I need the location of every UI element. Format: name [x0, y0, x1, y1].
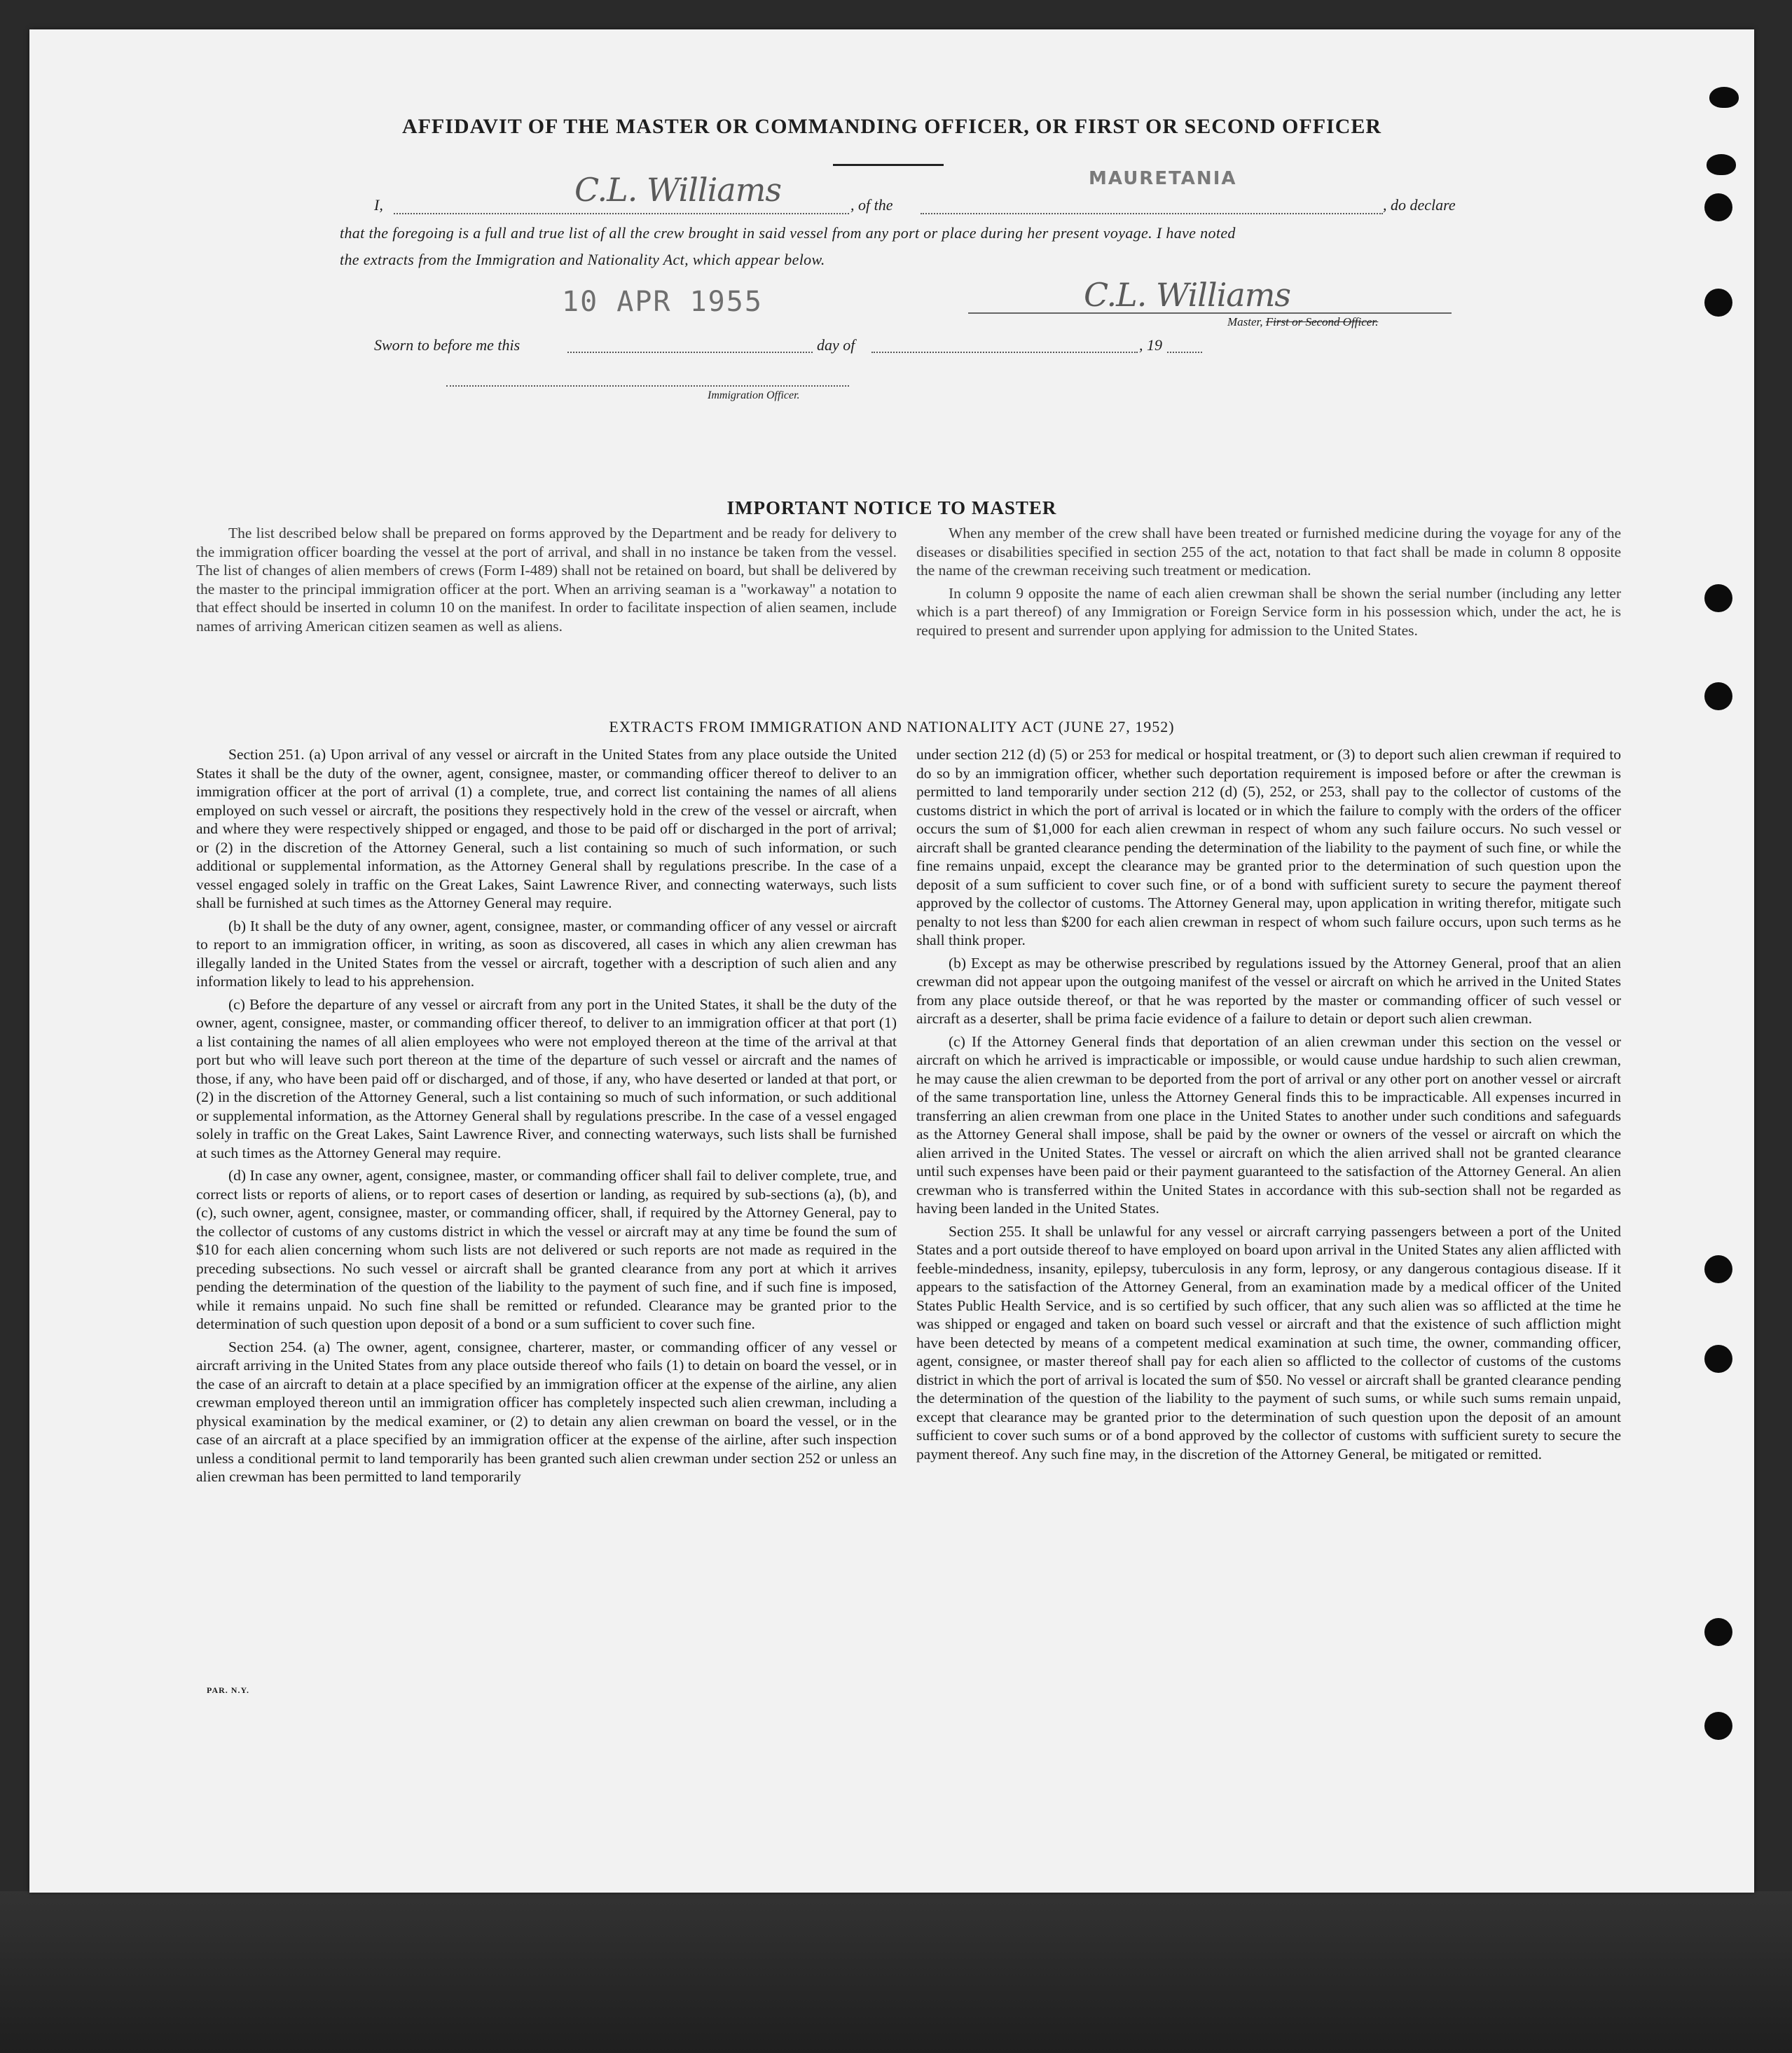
- punch-hole-icon: [1704, 1618, 1732, 1646]
- punch-hole-icon: [1704, 1345, 1732, 1373]
- master-signature-handwritten: C.L. Williams: [1084, 276, 1290, 314]
- extracts-left-column: [196, 745, 897, 1705]
- master-signature-line: [968, 312, 1452, 314]
- vessel-name-line: [921, 213, 1383, 214]
- declaration-line-2: that the foregoing is a full and true list of all the crew brought in said vessel from any port or place during her present voyage. I have noted: [340, 224, 1236, 242]
- printer-code: PAR. N.Y.: [207, 1685, 250, 1695]
- notice-title: IMPORTANT NOTICE TO MASTER: [726, 497, 1057, 518]
- of-the-label: , of the: [850, 196, 893, 214]
- section-251-c: (c) Before the departure of any vessel or aircraft from any port in the United States, it shall be the duty of the owner, agent, consignee, master, or commanding officer thereof, to deliver to an immigration officer at that port (1) a list containing the names of all alien employees who were not employed thereon at the time of the arrival at that port but who will leave such port thereon at the time of the departure of such vessel or aircraft and the names of those, if any, who have been paid off or discharged, and of those, if any, who have deserted or landed at that port, or (2) in the discretion of the Attorney General, such a list containing so much of such information, or such additional or supplemental information, as the Attorney General shall by regulations prescribe. In the case of a vessel engaged solely in traffic on the Great Lakes, Saint Lawrence River, and connecting waterways, such lists shall be furnished at such times as the Attorney General may require.: [196, 995, 897, 1161]
- punch-hole-icon: [1704, 289, 1732, 317]
- date-received-stamp: 10 APR 1955: [562, 286, 763, 318]
- scan-background: [0, 1891, 1792, 2053]
- extracts-title: EXTRACTS FROM IMMIGRATION AND NATIONALITY ACT (JUNE 27, 1952): [609, 718, 1175, 735]
- day-of-label: day of: [817, 336, 855, 354]
- name-signature-line: [394, 213, 849, 214]
- notice-right-paragraph-2: In column 9 opposite the name of each alien crewman shall be shown the serial number (including any letter which is a part thereof) of any Immigration or Foreign Service form in his possession which, under the act, he is required to present and surrender upon applying for admission to the United States.: [916, 584, 1621, 639]
- punch-hole-icon: [1704, 1712, 1732, 1740]
- declaration-i-label: I,: [374, 196, 383, 214]
- punch-hole-icon: [1704, 193, 1732, 221]
- master-name-handwritten: C.L. Williams: [574, 171, 781, 209]
- section-251-a: Section 251. (a) Upon arrival of any vessel or aircraft in the United States from any place outside the United States it shall be the duty of the owner, agent, consignee, master, or commanding officer thereof to deliver to an immigration officer at the port of arrival (1) a complete, true, and correct list containing the names of all aliens employed on such vessel or aircraft, the positions they respectively hold in the crew of the vessel or aircraft, when and where they were respectively shipped or engaged, and those to be paid off or discharged in the port of arrival; or (2) in the discretion of the Attorney General, such a list containing so much of such information, or such additional or supplemental information, as the Attorney General shall by regulations prescribe. In the case of a vessel engaged solely in traffic on the Great Lakes, Saint Lawrence River, and connecting waterways, such lists shall be furnished at such times as the Attorney General may require.: [196, 746, 897, 911]
- section-254-b: (b) Except as may be otherwise prescribed by regulations issued by the Attorney General, proof that an alien crewman did not appear upon the outgoing manifest of the vessel or aircraft on which he arrived in the United States from any place outside thereof, or that he was reported by the master or commanding officer of such vessel or aircraft as a deserter, shall be prima facie evidence of a failure to detain or deport such alien crewman.: [916, 954, 1621, 1027]
- immigration-officer-line: [446, 385, 849, 387]
- punch-hole-icon: [1704, 1255, 1732, 1283]
- title-divider: [833, 164, 944, 166]
- section-255: Section 255. It shall be unlawful for any vessel or aircraft carrying passengers between a port of the United States and a port outside thereof to have employed on board upon arrival in the United States any alien afflicted with feeble-mindedness, insanity, epilepsy, tuberculosis in any form, leprosy, or any dangerous contagious disease. If it appears to the satisfaction of the Attorney General, from an examination made by a medical officer of the United States Public Health Service, and is so certified by such officer, that any such alien was so afflicted at the time he was shipped or engaged and taken on board such vessel or aircraft and that the existence of such affliction might have been detected by means of a competent medical examination at such time, the owner, commanding officer, agent, consignee, or master thereof shall pay for each alien so afflicted to the collector of customs of the customs district in which the port of arrival is located the sum of $50. No vessel or aircraft shall be granted clearance pending the determination of the question of the liability to the payment of such sums, or while such sums remain unpaid, except that clearance may be granted prior to the determination of such question upon the deposit of an amount sufficient to cover such sums or of a bond approved by the collector of customs with sufficient surety to secure the payment thereof. Any such fine may, in the discretion of the Attorney General, be mitigated or remitted.: [916, 1222, 1621, 1463]
- punch-hole-icon: [1709, 87, 1739, 108]
- declaration-line-3: the extracts from the Immigration and Nationality Act, which appear below.: [340, 251, 825, 268]
- extracts-right-column: [916, 745, 1621, 1705]
- notice-left-paragraph: The list described below shall be prepared on forms approved by the Department and be ready for delivery to the immigration officer boarding the vessel at the port of arrival, and shall in no instance be taken from the vessel. The list of changes of alien members of crews (Form I-489) shall not be retained on board, but shall be delivered by the master to the principal immigration officer at the port. When an arriving seaman is a "workaway" a notation to that effect should be inserted in column 10 on the manifest. In order to facilitate inspection of alien seamen, include names of arriving American citizen seamen as well as aliens.: [196, 525, 897, 635]
- sworn-label: Sworn to before me this: [374, 336, 521, 354]
- section-254-a: Section 254. (a) The owner, agent, consignee, charterer, master, or commanding officer of any vessel or aircraft arriving in the United States from any place outside thereof who fails (1) to detain on board the vessel, or in the case of an aircraft to detain at a place specified by an immigration officer at the expense of the airline, any alien crewman employed thereon until an immigration officer has completely inspected such alien crewman, including a physical examination by the medical examiner, or (2) to detain any alien crewman on board the vessel, or in the case of an aircraft at a place specified by an immigration officer at the expense of the airline, after such inspection unless a conditional permit to land temporarily has been granted such alien crewman under section 252 or unless an alien crewman has been permitted to land temporarily: [196, 1338, 897, 1485]
- section-251-b: (b) It shall be the duty of any owner, agent, consignee, master, or commanding officer of any vessel or aircraft to report to an immigration officer, in writing, as soon as discovered, all cases in which any alien crewman has illegally landed in the United States from the vessel or aircraft, together with a description of such alien and any information likely to lead to his apprehension.: [196, 917, 897, 990]
- notice-right-paragraph-1: When any member of the crew shall have been treated or furnished medicine during the voyage for any of the diseases or disabilities specified in section 255 of the act, notation to that fact shall be made in column 8 opposite the name of the crewman receiving such treatment or medication.: [916, 525, 1621, 579]
- punch-hole-icon: [1704, 682, 1732, 710]
- punch-hole-icon: [1707, 154, 1736, 175]
- section-251-d: (d) In case any owner, agent, consignee, master, or commanding officer shall fail to deliver complete, true, and correct lists or reports of aliens, or to report cases of desertion or landing, as required by sub-sections (a), (b), and (c), such owner, agent, consignee, master, or commanding officer, shall, if required by the Attorney General, pay to the collector of customs of any customs district in which the vessel or aircraft may at any time be found the sum of $10 for each alien concerning whom such lists are not delivered or such reports are not made as required in the preceding subsections. No such vessel or aircraft shall be granted clearance from any port at which it arrives pending the determination of the question of the liability to the payment of such fine, and if such fine is imposed, while it remains unpaid. No such fine shall be remitted or refunded. Clearance may be granted prior to the determination of such question upon deposit of a bond or a sum sufficient to cover such fine.: [196, 1167, 897, 1332]
- punch-hole-icon: [1704, 584, 1732, 612]
- sworn-day-line: [567, 352, 813, 353]
- do-declare-label: , do declare: [1383, 196, 1456, 214]
- sworn-year-line: [1167, 352, 1202, 353]
- notice-left-column: [196, 524, 897, 640]
- sworn-month-line: [871, 352, 1138, 353]
- immigration-officer-caption: Immigration Officer.: [708, 389, 800, 401]
- affidavit-form-page: [29, 29, 1754, 1893]
- section-254-a-continued: under section 212 (d) (5) or 253 for medical or hospital treatment, or (3) to deport such alien crewman if required to do so by an immigration officer, whether such deportation requirement is imposed before or after the crewman is permitted to land temporarily under section 212 (d) (5), 252, or 253, shall pay to the collector of customs of the customs district in which the port of arrival is located or in which the failure to comply with the orders of the officer occurs the sum of $1,000 for each alien crewman in respect of whom any such failure occurs. No such vessel or aircraft shall be granted clearance pending the determination of the liability to the payment of such fine, or while the fine remains unpaid, except the clearance may be granted prior to the determination of such question upon the deposit of a sum sufficient to cover such fine, or of a bond with sufficient surety to secure the payment thereof approved by the collector of customs. The Attorney General may, upon application in writing therefor, mitigate such penalty to not less than $200 for each alien crewman in respect of whom such failure occurs, upon such terms as he shall think proper.: [916, 746, 1621, 948]
- affidavit-title: AFFIDAVIT OF THE MASTER OR COMMANDING OFFICER, OR FIRST OR SECOND OFFICER: [401, 115, 1382, 138]
- master-caption-struck: First or Second Officer.: [1265, 315, 1379, 329]
- vessel-name-stamp: MAURETANIA: [1089, 168, 1237, 189]
- year-label: , 19: [1139, 336, 1162, 354]
- master-caption: [1227, 315, 1378, 329]
- master-caption-prefix: Master,: [1227, 315, 1263, 329]
- section-254-c: (c) If the Attorney General finds that deportation of an alien crewman under this section on the vessel or aircraft on which he arrived is impracticable or impossible, or would cause undue hardship to such alien crewman, he may cause the alien crewman to be deported from the port of arrival or any other port on another vessel or aircraft of the same transportation line, unless the Attorney General finds this to be impracticable. All expenses incurred in transferring an alien crewman from one place in the United States to another under such conditions and safeguards as the Attorney General shall impose, shall be paid by the owner or owners of the vessel or aircraft on which the alien arrived in the United States. The vessel or aircraft on which the alien arrived shall not be granted clearance until such expenses have been paid or their payment guaranteed to the satisfaction of the Attorney General. An alien crewman who is transferred within the United States in accordance with this sub-section shall not be regarded as having been landed in the United States.: [916, 1032, 1621, 1217]
- notice-right-column: [916, 524, 1621, 644]
